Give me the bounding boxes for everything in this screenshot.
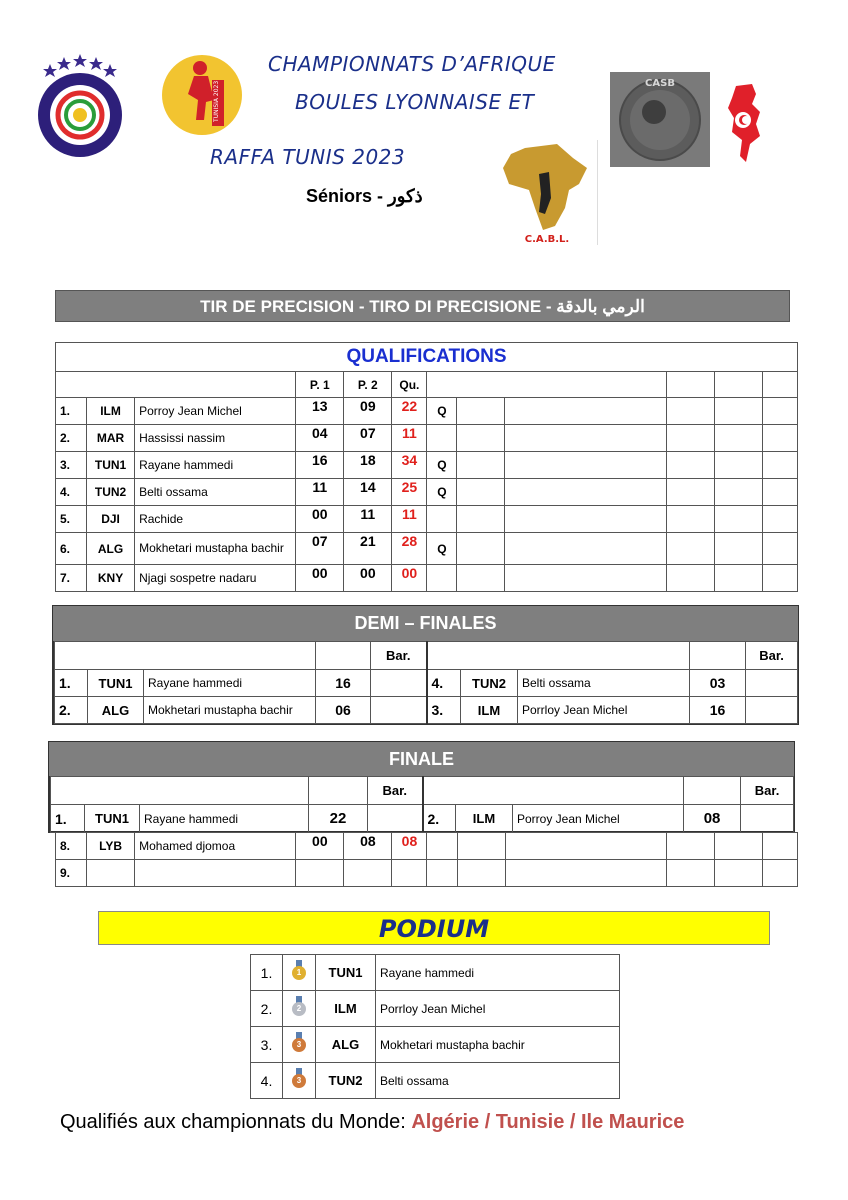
qual-p2: 08 [344, 833, 392, 860]
medal-number: 3 [292, 1038, 306, 1052]
semis-bar-header-right: Bar. [746, 642, 798, 670]
podium-row [251, 991, 620, 1027]
podium-player: Porrloy Jean Michel [376, 991, 620, 1027]
qual-team: KNY [87, 565, 135, 592]
qual-total: 34 [392, 452, 427, 479]
semis-player: Mokhetari mustapha bachir [144, 697, 316, 724]
qual-player: Mokhetari mustapha bachir [135, 533, 296, 565]
qual-p1: 04 [296, 425, 344, 452]
qual-p1: 13 [296, 398, 344, 425]
header-divider [597, 140, 598, 245]
qual-p1: 16 [296, 452, 344, 479]
cabl-logo-text: C.A.B.L. [524, 234, 570, 245]
qual-row [56, 860, 798, 887]
final-player: Porroy Jean Michel [513, 805, 684, 833]
qual-p2: 18 [344, 452, 392, 479]
section-banner: TIR DE PRECISION - TIRO DI PRECISIONE - الرمي بالدقة [55, 290, 790, 322]
qual-player: Hassissi nassim [135, 425, 296, 452]
semis-score: 16 [690, 697, 746, 724]
qual-rank: 1. [56, 398, 87, 425]
qual-team: DJI [87, 506, 135, 533]
semis-team: ALG [88, 697, 144, 724]
podium-rank: 2. [251, 991, 283, 1027]
podium-player: Rayane hammedi [376, 955, 620, 991]
qual-row [56, 506, 798, 533]
title-line-1: CHAMPIONNATS D’AFRIQUE [268, 52, 556, 76]
qual-row [56, 398, 798, 425]
qual-row [56, 565, 798, 592]
podium-team: ILM [316, 991, 376, 1027]
footer-countries: Algérie / Tunisie / Ile Maurice [411, 1111, 685, 1133]
qual-total: 25 [392, 479, 427, 506]
qual-p2: 21 [344, 533, 392, 565]
qual-rank: 6. [56, 533, 87, 565]
qual-rank: 7. [56, 565, 87, 592]
qual-p1: 00 [296, 833, 344, 860]
qual-qualified-mark: Q [427, 398, 457, 425]
qual-player: Porroy Jean Michel [135, 398, 296, 425]
semis-banner: DEMI – FINALES [53, 606, 798, 641]
qual-player: Rachide [135, 506, 296, 533]
podium-player: Belti ossama [376, 1063, 620, 1099]
qual-player: Njagi sospetre nadaru [135, 565, 296, 592]
semis-team: ILM [461, 697, 518, 724]
qual-qualified-mark: Q [427, 533, 457, 565]
final-bar-header-right: Bar. [741, 777, 794, 805]
qual-row [56, 833, 798, 860]
semis-player: Porrloy Jean Michel [518, 697, 690, 724]
qual-qualified-mark [427, 565, 457, 592]
qual-rank: 4. [56, 479, 87, 506]
title-line-3: RAFFA TUNIS 2023 [210, 145, 406, 169]
col-p2-header: P. 2 [344, 372, 392, 398]
semis-score: 03 [690, 670, 746, 697]
medal-cell [283, 991, 316, 1027]
semis-player: Belti ossama [518, 670, 690, 697]
qual-total: 28 [392, 533, 427, 565]
qual-p2: 07 [344, 425, 392, 452]
medal-icon [291, 1032, 307, 1054]
semis-player: Rayane hammedi [144, 670, 316, 697]
qual-p1: 00 [296, 565, 344, 592]
podium-banner [98, 911, 770, 945]
qual-team: LYB [87, 833, 135, 860]
semis-table [54, 641, 798, 724]
col-p1-header: P. 1 [296, 372, 344, 398]
qual-total: 22 [392, 398, 427, 425]
qual-p1: 11 [296, 479, 344, 506]
qual-rank: 2. [56, 425, 87, 452]
qualifications-title: QUALIFICATIONS [56, 343, 798, 372]
qual-row [56, 425, 798, 452]
semis-rank: 3. [427, 697, 461, 724]
qual-p1: 07 [296, 533, 344, 565]
final-team: TUN1 [85, 805, 140, 833]
podium-team: TUN1 [316, 955, 376, 991]
qual-rank: 9. [56, 860, 87, 887]
semis-score: 06 [316, 697, 371, 724]
semis-bar-header-left: Bar. [371, 642, 427, 670]
qual-header-blank-right [427, 372, 666, 398]
medal-icon [291, 996, 307, 1018]
qual-qualified-mark: Q [427, 479, 457, 506]
podium-team: ALG [316, 1027, 376, 1063]
medal-number: 1 [292, 966, 306, 980]
medal-cell [283, 955, 316, 991]
podium-rank: 1. [251, 955, 283, 991]
ftbp-logo [30, 50, 130, 160]
semis-rank: 4. [427, 670, 461, 697]
qual-team: TUN2 [87, 479, 135, 506]
medal-cell [283, 1063, 316, 1099]
podium-title: PODIUM [378, 915, 490, 943]
semis-row [55, 670, 798, 697]
final-team: ILM [456, 805, 513, 833]
qual-row [56, 452, 798, 479]
qual-qualified-mark: Q [427, 452, 457, 479]
medal-cell [283, 1027, 316, 1063]
qual-row [56, 479, 798, 506]
podium-row [251, 1063, 620, 1099]
final-bar-header-left: Bar. [368, 777, 423, 805]
semis-row [55, 697, 798, 724]
qual-total: 08 [392, 833, 427, 860]
qual-p1: 00 [296, 506, 344, 533]
final-player: Rayane hammedi [140, 805, 309, 833]
podium-rank: 4. [251, 1063, 283, 1099]
qualifications-table [55, 342, 798, 592]
podium-row [251, 955, 620, 991]
qual-team: MAR [87, 425, 135, 452]
qual-team: ALG [87, 533, 135, 565]
title-line-2: BOULES LYONNAISE ET [295, 90, 535, 114]
podium-rank: 3. [251, 1027, 283, 1063]
podium-row [251, 1027, 620, 1063]
casb-logo-text: CASB [645, 78, 675, 89]
semis-rank: 2. [55, 697, 88, 724]
footer-prefix: Qualifiés aux championnats du Monde: [60, 1111, 412, 1133]
semis-team: TUN2 [461, 670, 518, 697]
col-qu-header: Qu. [392, 372, 427, 398]
cabl-logo [495, 138, 595, 246]
podium-team: TUN2 [316, 1063, 376, 1099]
qual-qualified-mark [427, 425, 457, 452]
final-rank: 1. [51, 805, 85, 833]
semis-team: TUN1 [88, 670, 144, 697]
podium-table [250, 954, 620, 1099]
final-score: 08 [684, 805, 741, 833]
qual-total: 11 [392, 506, 427, 533]
footer-qualified [60, 1111, 684, 1134]
qual-qualified-mark [427, 506, 457, 533]
qual-p2: 09 [344, 398, 392, 425]
qual-player: Belti ossama [135, 479, 296, 506]
medal-icon [291, 960, 307, 982]
qual-rank: 5. [56, 506, 87, 533]
category-subtitle: Séniors - ذكور [306, 186, 423, 206]
final-table [50, 776, 794, 833]
qual-p2: 00 [344, 565, 392, 592]
qualifications-table-continued [55, 832, 798, 887]
qual-p2: 14 [344, 479, 392, 506]
qual-player: Rayane hammedi [135, 452, 296, 479]
final-banner: FINALE [49, 742, 794, 776]
tunisia-2023-logo [160, 50, 245, 140]
semis-score: 16 [316, 670, 371, 697]
final-row [51, 805, 794, 833]
podium-player: Mokhetari mustapha bachir [376, 1027, 620, 1063]
qual-rank: 8. [56, 833, 87, 860]
tunisia-map-flag-icon [722, 84, 766, 164]
qual-header-blank [56, 372, 296, 398]
qual-total: 00 [392, 565, 427, 592]
medal-icon [291, 1068, 307, 1090]
casb-logo [610, 72, 710, 167]
qual-total: 11 [392, 425, 427, 452]
medal-number: 2 [292, 1002, 306, 1016]
qual-row [56, 533, 798, 565]
qual-player: Mohamed djomoa [135, 833, 296, 860]
qual-rank: 3. [56, 452, 87, 479]
qual-p2: 11 [344, 506, 392, 533]
tunisia-logo-text: TUNISIA 2023 [213, 80, 220, 122]
medal-number: 3 [292, 1074, 306, 1088]
qual-team: ILM [87, 398, 135, 425]
qual-team: TUN1 [87, 452, 135, 479]
semis-rank: 1. [55, 670, 88, 697]
final-rank: 2. [423, 805, 456, 833]
final-score: 22 [309, 805, 368, 833]
